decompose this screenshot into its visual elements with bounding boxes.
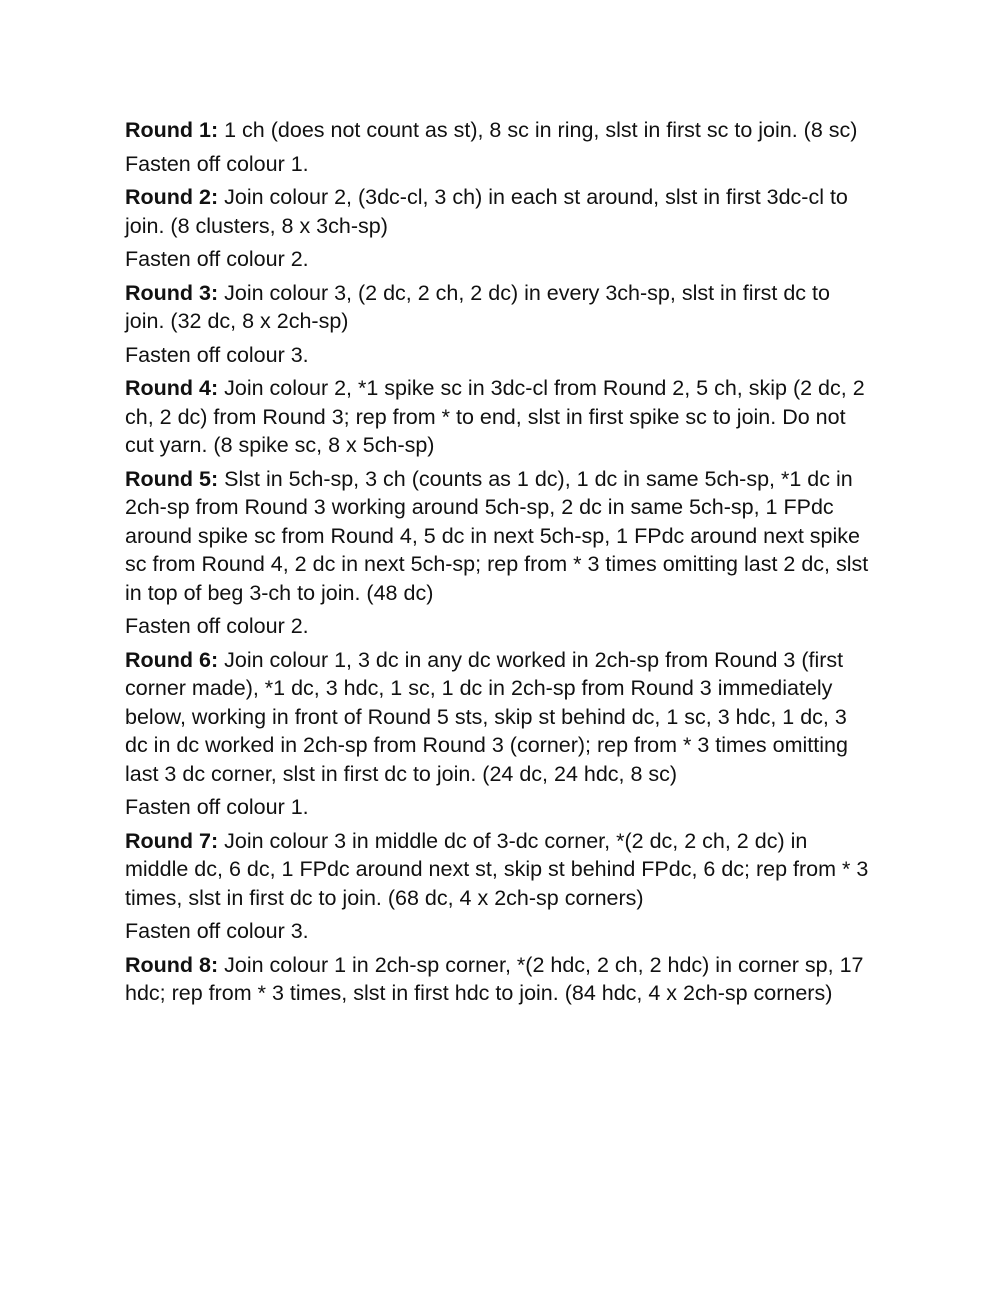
fasten-off-note: Fasten off colour 3. [125, 342, 309, 367]
fasten-off-note: Fasten off colour 3. [125, 919, 309, 943]
round-2 [125, 183, 875, 240]
fasten-off-note: Fasten off colour 2. [125, 247, 309, 271]
round-label: Round 7: [125, 828, 219, 853]
round-label: Round 4: [125, 376, 219, 400]
round-label: Round 6: [125, 647, 219, 672]
pattern-page [125, 116, 875, 1013]
round-4 [125, 374, 875, 460]
round-3 [125, 279, 875, 336]
round-7 [125, 827, 875, 913]
round-1 [125, 116, 875, 145]
fasten-off-note: Fasten off colour 2. [125, 614, 309, 638]
round-label: Round 5: [125, 466, 219, 491]
round-instructions: Join colour 1, 3 dc in any dc worked in 2ch-sp from Round 3 (first corner made), *1 dc, 3 hdc, 1 sc, 1 dc in 2ch-sp from Round 3 immediately below, working in front of Round 5 sts, skip st behind dc, 1 sc, 3 hdc, 1 dc, 3 dc in dc worked in 2ch-sp from Round 3 (corner); rep from * 3 times omitting last 3 dc corner, slst in first dc to join. (24 dc, 24 hdc, 8 sc) [125, 647, 848, 786]
fasten-off-note: Fasten off colour 1. [125, 795, 309, 819]
round-label: Round 2: [125, 185, 219, 209]
round-label: Round 1: [125, 118, 219, 142]
round-5 [125, 465, 875, 608]
round-label: Round 8: [125, 952, 219, 977]
round-6 [125, 646, 875, 789]
fasten-off-note: Fasten off colour 1. [125, 151, 309, 176]
round-instructions: Join colour 2, (3dc-cl, 3 ch) in each st around, slst in first 3dc-cl to join. (8 clusters, 8 x 3ch-sp) [125, 185, 848, 238]
round-label: Round 3: [125, 280, 219, 305]
round-instructions: Slst in 5ch-sp, 3 ch (counts as 1 dc), 1 dc in same 5ch-sp, *1 dc in 2ch-sp from Round 3 working around 5ch-sp, 2 dc in same 5ch-sp, 1 FPdc around spike sc from Round 4, 5 dc in next 5ch-sp, 1 FPdc around next spike sc from Round 4, 2 dc in next 5ch-sp; rep from * 3 times omitting last 2 dc, slst in top of beg 3-ch to join. (48 dc) [125, 466, 869, 605]
round-instructions: Join colour 3 in middle dc of 3-dc corner, *(2 dc, 2 ch, 2 dc) in middle dc, 6 dc, 1 FPdc around next st, skip st behind FPdc, 6 dc; rep from * 3 times, slst in first dc to join. (68 dc, 4 x 2ch-sp corners) [125, 828, 869, 910]
round-instructions: Join colour 1 in 2ch-sp corner, *(2 hdc, 2 ch, 2 hdc) in corner sp, 17 hdc; rep from * 3 times, slst in first hdc to join. (84 hdc, 4 x 2ch-sp corners) [125, 952, 864, 1005]
round-8 [125, 951, 875, 1008]
round-instructions: 1 ch (does not count as st), 8 sc in ring, slst in first sc to join. (8 sc) [218, 118, 858, 142]
round-instructions: Join colour 2, *1 spike sc in 3dc-cl from Round 2, 5 ch, skip (2 dc, 2 ch, 2 dc) from Round 3; rep from * to end, slst in first spike sc to join. Do not cut yarn. (8 spike sc, 8 x 5ch-sp) [125, 376, 865, 457]
round-instructions: Join colour 3, (2 dc, 2 ch, 2 dc) in every 3ch-sp, slst in first dc to join. (32 dc, 8 x 2ch-sp) [125, 280, 830, 333]
